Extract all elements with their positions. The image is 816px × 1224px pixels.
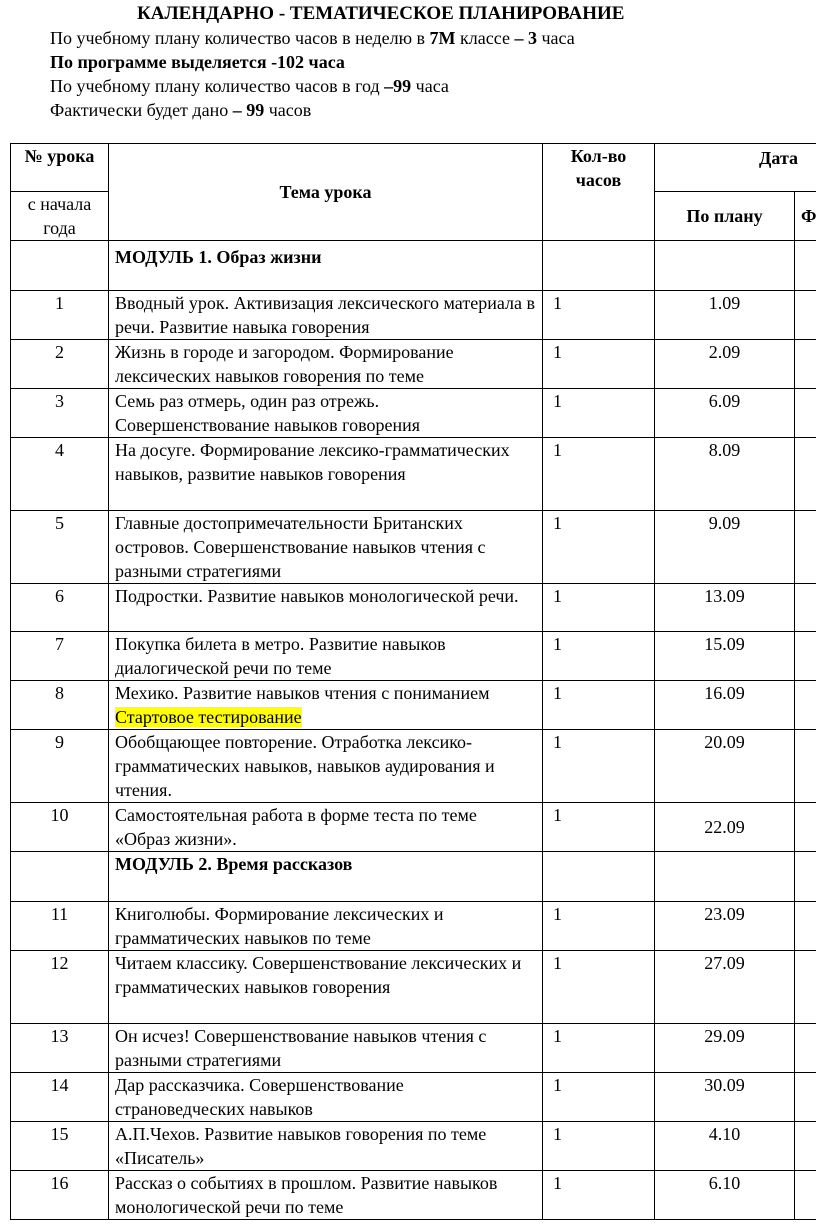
table-row: 3 Семь раз отмерь, один раз отрежь. Совершенствование навыков говорения 1 6.09 xyxy=(11,389,816,438)
actual-hours-line: Фактически будет дано – 99 часов xyxy=(50,100,312,120)
module-title: МОДУЛЬ 1. Образ жизни xyxy=(109,241,543,291)
table-row: 8 Мехико. Развитие навыков чтения с пониманием Стартовое тестирование 1 16.09 xyxy=(11,681,816,730)
table-row: 14 Дар рассказчика. Совершенствование страноведческих навыков 1 30.09 xyxy=(11,1073,816,1122)
table-row: 7 Покупка билета в метро. Развитие навыков диалогической речи по теме 1 15.09 xyxy=(11,632,816,681)
module-title: МОДУЛЬ 2. Время рассказов xyxy=(109,852,543,902)
hours-header: Кол-во часов xyxy=(543,144,655,241)
plan-date-header: По плану xyxy=(655,192,795,241)
hours-per-week-line: По учебному плану количество часов в неделю в 7М классе – 3 часа xyxy=(50,28,575,48)
table-row: 13 Он исчез! Совершенствование навыков чтения с разными стратегиями 1 29.09 xyxy=(11,1024,816,1073)
module-row xyxy=(11,852,816,902)
hours-per-year-line: По учебному плану количество часов в год –99 часа xyxy=(50,76,449,96)
module-row xyxy=(11,241,816,291)
table-row: 9 Обобщающее повторение. Отработка лексико-грамматических навыков, навыков аудирования и чтения. 1 20.09 xyxy=(11,730,816,803)
topic-header: Тема урока xyxy=(109,144,543,241)
table-row: 5 Главные достопримечательности Британских островов. Совершенствование навыков чтения с разными стратегиями 1 9.09 xyxy=(11,511,816,584)
table-row: 1 Вводный урок. Активизация лексического материала в речи. Развитие навыка говорения 1 1.09 xyxy=(11,291,816,340)
lesson-plan-table xyxy=(10,143,816,1220)
date-header: Дата xyxy=(655,144,816,192)
table-row: 12 Читаем классику. Совершенствование лексических и грамматических навыков говорения 1 27.09 xyxy=(11,951,816,1024)
table-row: 4 На досуге. Формирование лексико-грамматических навыков, развитие навыков говорения 1 8.09 xyxy=(11,438,816,511)
highlighted-text: Стартовое тестирование xyxy=(115,707,302,727)
program-hours-line: По программе выделяется -102 часа xyxy=(50,52,345,72)
table-row: 10 Самостоятельная работа в форме теста по теме «Образ жизни». 1 22.09 xyxy=(11,803,816,852)
page-title: КАЛЕНДАРНО - ТЕМАТИЧЕСКОЕ ПЛАНИРОВАНИЕ xyxy=(137,3,625,24)
table-row: 15 А.П.Чехов. Развитие навыков говорения по теме «Писатель» 1 4.10 xyxy=(11,1122,816,1171)
table-row: 16 Рассказ о событиях в прошлом. Развитие навыков монологической речи по теме 1 6.10 xyxy=(11,1171,816,1220)
table-row: 6 Подростки. Развитие навыков монологической речи. 1 13.09 xyxy=(11,584,816,632)
table-row: 11 Книголюбы. Формирование лексических и грамматических навыков по теме 1 23.09 xyxy=(11,902,816,951)
lesson-number-header: № урока xyxy=(11,144,109,192)
table-row: 2 Жизнь в городе и загородом. Формирование лексических навыков говорения по теме 1 2.09 xyxy=(11,340,816,389)
lesson-number-subheader: с начала года xyxy=(11,192,109,241)
fact-date-header: Ф xyxy=(795,192,816,241)
